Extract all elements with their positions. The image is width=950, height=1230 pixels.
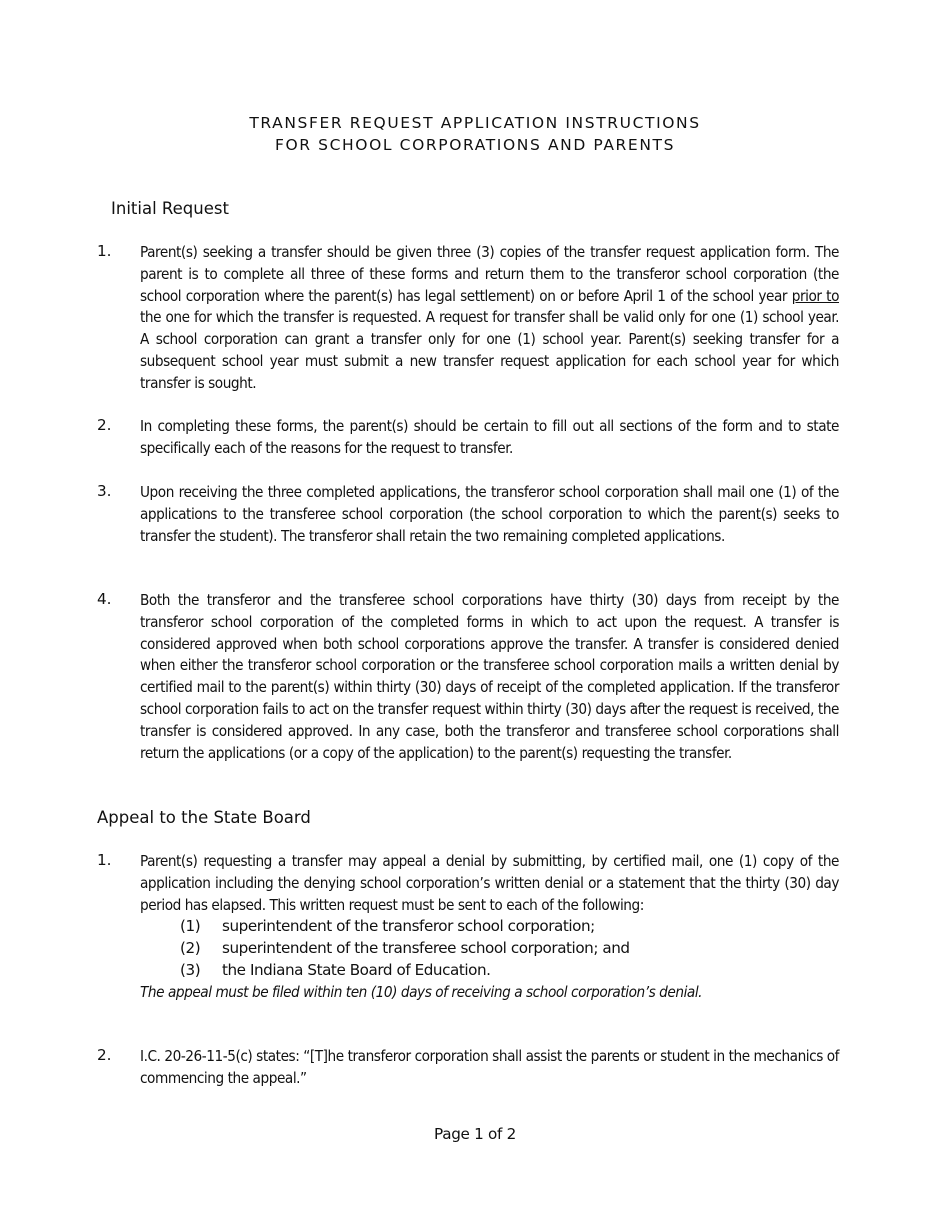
item-text: Parent(s) requesting a transfer may appeal a denial by submitting, by certified mail, one (1) copy of the application including the denying school corporation’s written denial or a statement that the thirty (30) day period has elapsed. This written request must be sent to each of the following: (140, 852, 839, 914)
recipient-list-item: (1) superintendent of the transferor school corporation; (180, 917, 595, 936)
initial-request-item-4 (97, 590, 839, 764)
section-heading-initial-request: Initial Request (111, 199, 229, 218)
appeal-deadline-note: The appeal must be filed within ten (10) days of receiving a school corporation’s denial. (140, 982, 703, 1001)
item-number: 2. (97, 1046, 112, 1064)
initial-request-item-3 (97, 482, 839, 547)
document-title (0, 113, 950, 156)
item-number: 1. (97, 851, 112, 869)
item-text: In completing these forms, the parent(s) should be certain to fill out all sections of the form and to state specifically each of the reasons for the request to transfer. (140, 417, 839, 457)
page-number: Page 1 of 2 (434, 1125, 516, 1143)
underlined-text: prior to (791, 286, 839, 305)
appeal-item-1 (97, 851, 839, 1004)
item-number: 3. (97, 482, 112, 500)
item-text: Upon receiving the three completed applications, the transferor school corporation shall mail one (1) of the applications to the transferee school corporation (the school corporation to which the parent(s) seeks to transfer the student). The transferor shall retain the two remaining completed applications. (140, 483, 839, 545)
title-line-2: FOR SCHOOL CORPORATIONS AND PARENTS (274, 135, 676, 154)
item-text: Both the transferor and the transferee school corporations have thirty (30) days from receipt by the transferor school corporation of the completed forms in which to act upon the request. A transfer is considered approved when both school corporations approve the transfer. A transfer is considered denied when either the transferor school corporation or the transferee school corporation mails a written denial by certified mail to the parent(s) within thirty (30) days of receipt of the completed application. If the transferor school corporation fails to act on the transfer request within thirty (30) days after the request is received, the transfer is considered approved. In any case, both the transferor and transferee school corporations shall return the applications (or a copy of the application) to the parent(s) requesting the transfer. (140, 591, 839, 762)
item-number: 1. (97, 242, 112, 260)
item-text: Parent(s) seeking a transfer should be given three (3) copies of the transfer request application form. The parent is to complete all three of these forms and return them to the transferor school corporation (the school corporation where the parent(s) has legal settlement) on or before April 1 of the school year prior to the one for which the transfer is requested. A request for transfer shall be valid only for one (1) school year. A school corporation can grant a transfer only for one (1) school year. Parent(s) seeking transfer for a subsequent school year must submit a new transfer request application for each school year for which transfer is sought. (140, 243, 839, 392)
item-text: I.C. 20-26-11-5(c) states: “[T]he transferor corporation shall assist the parents or student in the mechanics of commencing the appeal.” (140, 1047, 840, 1087)
item-number: 4. (97, 590, 112, 608)
appeal-item-2 (97, 1046, 839, 1090)
section-heading-appeal: Appeal to the State Board (97, 808, 311, 827)
title-line-1: TRANSFER REQUEST APPLICATION INSTRUCTIONS (249, 114, 701, 132)
recipient-list-item: (3) the Indiana State Board of Education. (180, 960, 491, 979)
item-number: 2. (97, 416, 112, 434)
initial-request-item-2 (97, 416, 839, 460)
recipient-list-item: (2) superintendent of the transferee school corporation; and (180, 939, 630, 958)
initial-request-item-1 (97, 242, 839, 395)
